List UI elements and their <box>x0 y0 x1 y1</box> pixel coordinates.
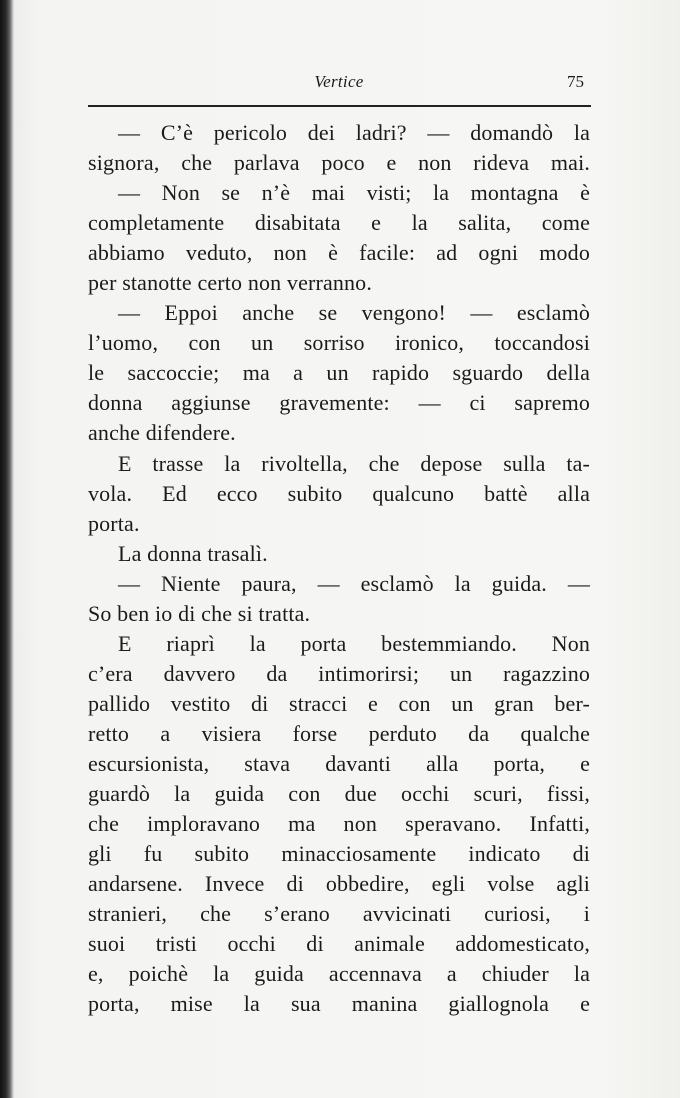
text-line: — Eppoi anche se vengono! — esclamò <box>118 300 590 326</box>
text-line: vola. Ed ecco subito qualcuno battè alla <box>88 480 590 506</box>
text-line: stranieri, che s’erano avvicinati curiosi, i <box>88 901 590 927</box>
text-line: completamente disabitata e la salita, come <box>88 210 590 236</box>
text-line: anche difendere. <box>88 420 236 446</box>
text-line: porta, mise la sua manina giallognola e <box>88 991 590 1017</box>
body-text <box>88 118 590 1019</box>
text-line: E riaprì la porta bestemmiando. Non <box>118 630 590 656</box>
text-line: andarsene. Invece di obbedire, egli volse agli <box>88 871 590 897</box>
text-line: che imploravano ma non speravano. Infatti, <box>88 811 590 837</box>
text-line: l’uomo, con un sorriso ironico, toccandosi <box>88 330 590 356</box>
text-line: E trasse la rivoltella, che depose sulla ta- <box>118 450 590 476</box>
header-rule <box>88 105 591 107</box>
page-header <box>88 72 590 96</box>
text-line: e, poichè la guida accennava a chiuder la <box>88 961 590 987</box>
text-line: abbiamo veduto, non è facile: ad ogni modo <box>88 240 590 266</box>
text-line: suoi tristi occhi di animale addomesticato, <box>88 931 590 957</box>
text-line: pallido vestito di stracci e con un gran ber- <box>88 690 590 716</box>
text-line: per stanotte certo non verranno. <box>88 270 372 296</box>
text-line: escursionista, stava davanti alla porta, e <box>88 750 590 776</box>
book-spine-shadow <box>0 0 14 1098</box>
text-line: c’era davvero da intimorirsi; un ragazzino <box>88 660 590 686</box>
text-line: porta. <box>88 510 140 536</box>
text-line: La donna trasalì. <box>118 540 268 566</box>
text-line: — Non se n’è mai visti; la montagna è <box>118 180 590 206</box>
page-number: 75 <box>567 72 584 91</box>
text-line: retto a visiera forse perduto da qualche <box>88 720 590 746</box>
text-line: donna aggiunse gravemente: — ci sapremo <box>88 390 590 416</box>
text-line: So ben io di che si tratta. <box>88 600 311 626</box>
text-line: gli fu subito minacciosamente indicato di <box>88 841 590 867</box>
running-title: Vertice <box>314 72 364 91</box>
text-line: le saccoccie; ma a un rapido sguardo della <box>88 360 590 386</box>
text-line: — C’è pericolo dei ladri? — domandò la <box>118 120 590 145</box>
text-line: signora, che parlava poco e non rideva mai. <box>88 150 590 176</box>
text-line: guardò la guida con due occhi scuri, fissi, <box>88 781 590 807</box>
text-line: — Niente paura, — esclamò la guida. — <box>118 570 590 596</box>
